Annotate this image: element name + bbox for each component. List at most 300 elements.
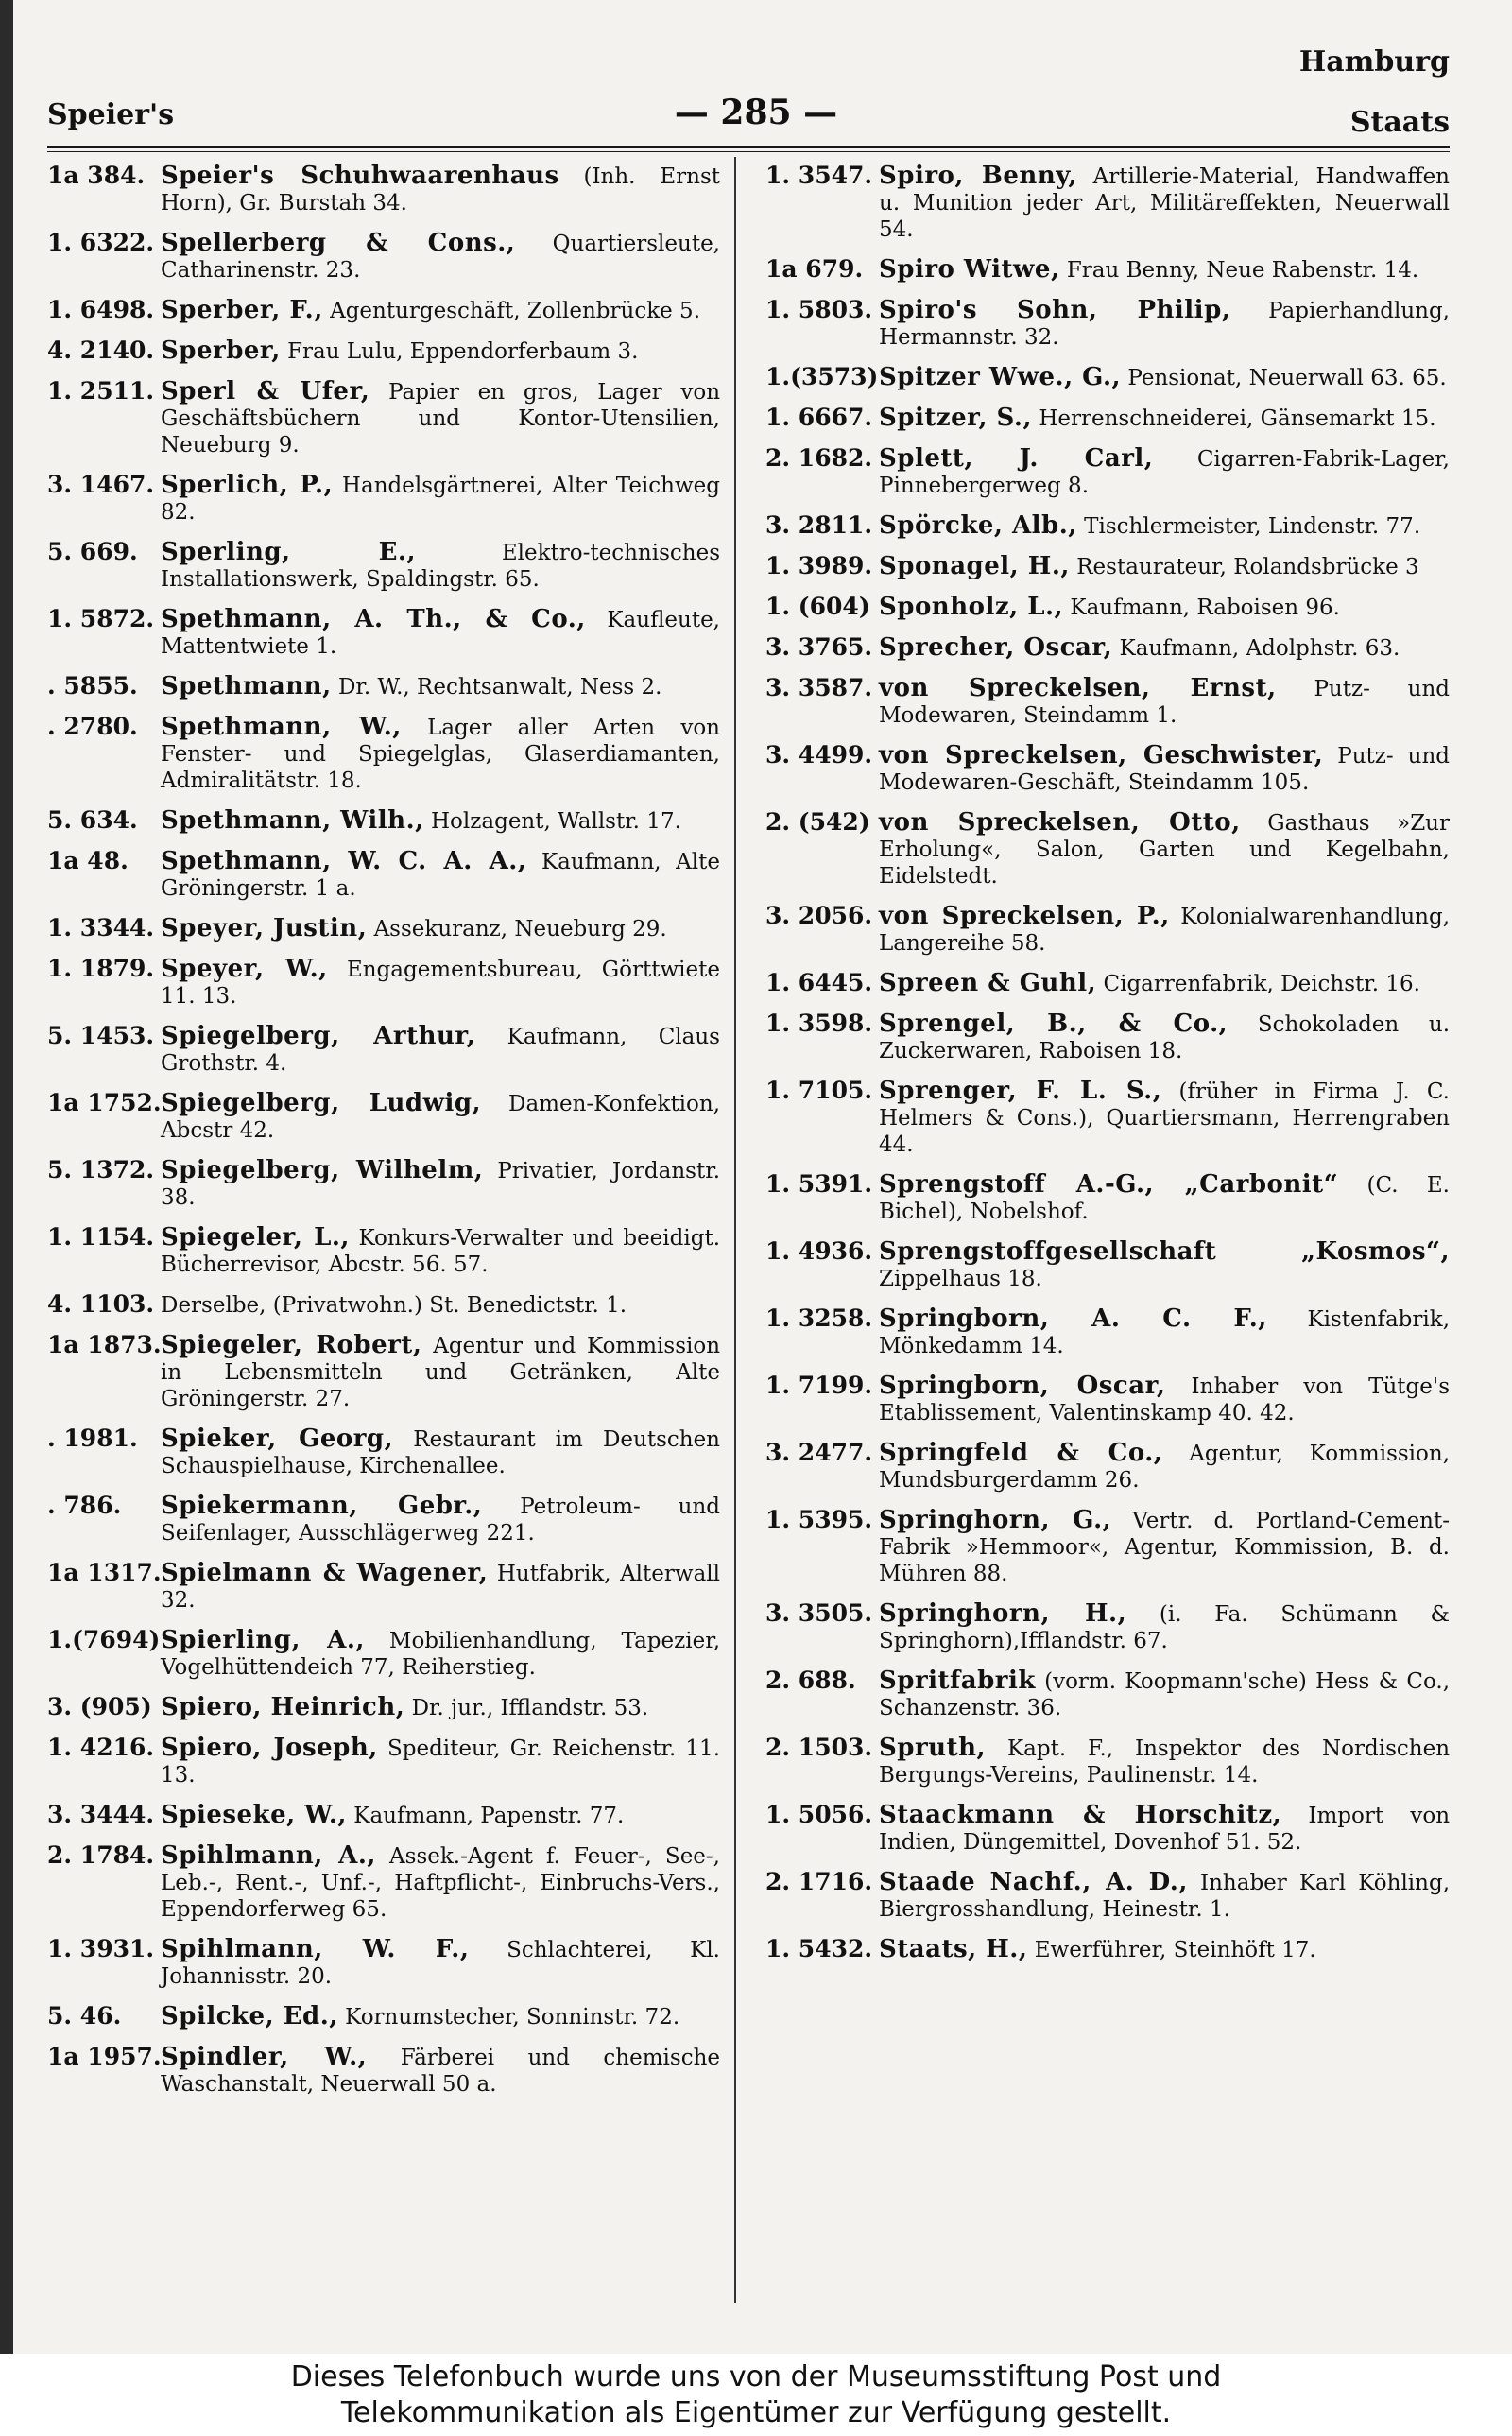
subscriber-details: Petroleum- und Seifenlager, Ausschlägerweg 221. (161, 1494, 720, 1546)
subscriber-name: Sponagel, H., (879, 552, 1070, 580)
entry-text (161, 956, 720, 1010)
directory-entry (765, 256, 1450, 284)
subscriber-details: Engagementsbureau, Görttwiete 11. 13. (161, 958, 720, 1009)
directory-entry (765, 512, 1450, 540)
phone-number: 3. 3765. (765, 633, 873, 661)
subscriber-details: Putz- und Modewaren, Steindamm 1. (879, 677, 1450, 728)
directory-entry (765, 1238, 1450, 1292)
directory-entry (765, 809, 1450, 890)
entry-text (161, 163, 720, 216)
subscriber-details: Kaufmann, Papenstr. 77. (353, 1804, 625, 1828)
phone-number: 1a 1957. (47, 2043, 162, 2070)
subscriber-name: Spitzer, S., (879, 404, 1033, 432)
subscriber-details: Privatier, Jordanstr. 38. (161, 1159, 720, 1210)
directory-entry (765, 1373, 1450, 1426)
left-column (47, 163, 720, 2111)
directory-entry (47, 297, 720, 324)
phone-number: 1.(3573) (765, 363, 879, 390)
phone-number: 1. 5391. (765, 1170, 873, 1198)
phone-number: 1. 5803. (765, 296, 873, 323)
subscriber-details: Konkurs-Verwalter und beeidigt. Bücherrevisor, Abcstr. 56. 57. (161, 1226, 721, 1277)
phone-number: 1. 1879. (47, 955, 155, 982)
phone-number: 1. 5872. (47, 605, 155, 632)
subscriber-name: von Spreckelsen, P., (879, 902, 1170, 930)
entry-text (161, 1023, 720, 1077)
subscriber-details: Handelsgärtnerei, Alter Teichweg 82. (161, 474, 721, 525)
directory-entry (47, 807, 720, 835)
directory-entry (47, 1627, 720, 1681)
phone-number: 3. 2811. (765, 511, 873, 539)
directory-entry (765, 1078, 1450, 1158)
subscriber-name: Spethmann, W., (161, 713, 402, 741)
directory-entry (47, 2003, 720, 2030)
subscriber-details: Import von Indien, Düngemittel, Dovenhof 51. 52. (879, 1804, 1451, 1855)
subscriber-details: Holzagent, Wallstr. 17. (431, 809, 681, 834)
entry-text (161, 1425, 720, 1479)
subscriber-name: Spilcke, Ed., (161, 2002, 338, 2030)
subscriber-details: Artillerie-Material, Handwaffen u. Munition jeder Art, Militäreffekten, Neuerwall 54. (879, 164, 1450, 242)
phone-number: 2. 1784. (47, 1841, 155, 1869)
left-running-head: Speier's (47, 98, 175, 131)
directory-entry (765, 1735, 1450, 1788)
subscriber-name: Spiro Witwe, (879, 255, 1060, 284)
entry-text (879, 970, 1450, 997)
subscriber-details: Frau Lulu, Eppendorferbaum 3. (287, 339, 639, 364)
phone-number: 2. 688. (765, 1667, 856, 1694)
entry-text (161, 539, 720, 593)
phone-number: 1a 1873. (47, 1331, 162, 1358)
entry-text (879, 163, 1450, 243)
phone-number: . 2780. (47, 713, 138, 740)
entry-text (161, 1627, 720, 1681)
subscriber-name: Spiegelberg, Arthur, (161, 1022, 476, 1050)
subscriber-details: Schokoladen u. Zuckerwaren, Raboisen 18. (879, 1012, 1451, 1063)
entry-text (879, 742, 1450, 796)
subscriber-name: Spiro, Benny, (879, 162, 1077, 190)
subscriber-name: Sprenger, F. L. S., (879, 1077, 1162, 1105)
directory-entry (765, 445, 1450, 499)
subscriber-name: Sperlich, P., (161, 471, 334, 499)
phone-number: 1. 6498. (47, 296, 155, 323)
directory-entry (765, 1011, 1450, 1064)
subscriber-name: Spihlmann, W. F., (161, 1935, 470, 1963)
subscriber-details: (Inh. Ernst Horn), Gr. Burstah 34. (161, 164, 720, 216)
subscriber-details: Vertr. d. Portland-Cement-Fabrik »Hemmoor«, Agentur, Kommission, B. d. Mühren 88. (879, 1509, 1451, 1586)
subscriber-details: Spediteur, Gr. Reichenstr. 11. 13. (161, 1736, 721, 1788)
subscriber-name: Sprengel, B., & Co., (879, 1010, 1228, 1038)
subscriber-details: Quartiersleute, Catharinenstr. 23. (161, 232, 720, 283)
directory-entry (765, 1440, 1450, 1494)
directory-entry (47, 163, 720, 216)
entry-text (161, 915, 720, 942)
entry-text (161, 1224, 720, 1278)
subscriber-name: Spielmann & Wagener, (161, 1559, 489, 1587)
directory-entry (47, 2044, 720, 2098)
entry-text (161, 1291, 720, 1319)
entry-text (161, 472, 720, 526)
directory-entry (47, 1157, 720, 1211)
subscriber-name: Sperling, E., (161, 538, 417, 566)
phone-number: 2. 1503. (765, 1734, 873, 1761)
subscriber-details: Tischlermeister, Lindenstr. 77. (1084, 514, 1421, 539)
entry-text (879, 256, 1450, 284)
subscriber-details: Agentur und Kommission in Lebensmitteln und Getränken, Alte Gröningerstr. 27. (161, 1334, 721, 1411)
entry-text (161, 2003, 720, 2030)
phone-number: 1. 5056. (765, 1801, 873, 1828)
phone-number: 1. 2511. (47, 377, 155, 405)
subscriber-name: Spiegelberg, Wilhelm, (161, 1156, 484, 1184)
subscriber-details: Kaufmann, Alte Gröningerstr. 1 a. (161, 850, 721, 901)
directory-entry (765, 553, 1450, 580)
entry-text (879, 297, 1450, 351)
header-rule (47, 146, 1450, 148)
subscriber-details: Kapt. F., Inspektor des Nordischen Bergungs-Vereins, Paulinenstr. 14. (879, 1736, 1451, 1788)
directory-entry (765, 1600, 1450, 1654)
directory-entry (47, 673, 720, 700)
subscriber-name: Springborn, A. C. F., (879, 1304, 1267, 1333)
subscriber-name: Spiro's Sohn, Philip, (879, 296, 1231, 324)
entry-text (879, 1735, 1450, 1788)
subscriber-name: Spethmann, Wilh., (161, 806, 424, 835)
entry-text (879, 512, 1450, 540)
directory-entry (47, 337, 720, 365)
entry-text (879, 1667, 1450, 1721)
subscriber-details: Assek.-Agent f. Feuer-, See-, Leb.-, Rent.-, Unf.-, Haftpflicht-, Einbruchs-Vers., Eppendorferweg 65. (161, 1844, 720, 1922)
phone-number: 3. 3587. (765, 674, 873, 701)
subscriber-name: Sperber, (161, 337, 281, 365)
directory-entry (47, 1735, 720, 1788)
directory-entry (765, 1802, 1450, 1856)
entry-text (161, 2044, 720, 2098)
subscriber-details: Kaufmann, Adolphstr. 63. (1119, 636, 1400, 661)
directory-entry (47, 1493, 720, 1546)
phone-number: 1. 7105. (765, 1077, 873, 1104)
subscriber-details: Färberei und chemische Waschanstalt, Neuerwall 50 a. (161, 2046, 721, 2097)
phone-number: 1a 1317. (47, 1559, 162, 1586)
entry-text (161, 1157, 720, 1211)
phone-number: 3. 2056. (765, 902, 873, 929)
entry-text (879, 675, 1450, 729)
phone-number: 3. (905) (47, 1693, 152, 1720)
subscriber-name: Springhorn, H., (879, 1599, 1127, 1628)
subscriber-details: Lager aller Arten von Fenster- und Spiegelglas, Glaserdiamanten, Admiralitätstr. 18. (161, 716, 720, 793)
subscriber-name: Spihlmann, A., (161, 1841, 376, 1870)
directory-entry (765, 903, 1450, 957)
entry-text (161, 1493, 720, 1546)
entry-text (879, 1802, 1450, 1856)
subscriber-details: Restaurateur, Rolandsbrücke 3 (1076, 555, 1419, 579)
phone-number: . 5855. (47, 672, 138, 700)
phone-number: 1. 5432. (765, 1935, 873, 1962)
directory-entry (765, 634, 1450, 662)
entry-text (161, 714, 720, 794)
phone-number: 2. 1716. (765, 1868, 873, 1895)
directory-entry (765, 1507, 1450, 1587)
entry-text (161, 337, 720, 365)
phone-number: 1. 3547. (765, 162, 873, 189)
phone-number: 2. (542) (765, 808, 870, 836)
subscriber-details: Kornumstecher, Sonninstr. 72. (345, 2005, 680, 2030)
phone-number: 1. 7199. (765, 1372, 873, 1399)
subscriber-details: Kaufleute, Mattentwiete 1. (161, 608, 720, 659)
subscriber-details: Papier en gros, Lager von Geschäftsbüchern und Kontor-Utensilien, Neueburg 9. (161, 380, 721, 458)
phone-number: 1. 3344. (47, 914, 155, 942)
entry-text (161, 673, 720, 700)
phone-number: 1a 384. (47, 162, 146, 189)
directory-entry (47, 1694, 720, 1721)
subscriber-details: (vorm. Koopmann'sche) Hess & Co., Schanzenstr. 36. (879, 1669, 1451, 1720)
phone-number: 1. 3258. (765, 1304, 873, 1332)
phone-number: . 786. (47, 1492, 122, 1519)
subscriber-name: Spellerberg & Cons., (161, 229, 516, 257)
entry-text (879, 1936, 1450, 1963)
directory-entry (47, 1936, 720, 1990)
subscriber-name: Spiero, Heinrich, (161, 1693, 405, 1721)
subscriber-name: Staats, H., (879, 1935, 1028, 1963)
entry-text (161, 230, 720, 284)
right-running-head: Staats (1349, 106, 1450, 139)
entry-text (879, 1171, 1450, 1225)
directory-entry (47, 378, 720, 458)
subscriber-name: Sprengstoff A.-G., „Carbonit“ (879, 1170, 1339, 1199)
subscriber-name: Spethmann, A. Th., & Co., (161, 605, 586, 633)
directory-entry (47, 1802, 720, 1829)
directory-entry (765, 1305, 1450, 1359)
entry-text (879, 1305, 1450, 1359)
phone-number: 3. 2477. (765, 1439, 873, 1466)
phone-number: 1. 4936. (765, 1237, 873, 1265)
phone-number: 1. 6667. (765, 404, 873, 431)
phone-number: 1. 4216. (47, 1734, 155, 1761)
subscriber-details: Hutfabrik, Alterwall 32. (161, 1562, 720, 1613)
directory-entry (765, 970, 1450, 997)
entry-text (161, 606, 720, 660)
subscriber-name: Spruth, (879, 1734, 987, 1762)
subscriber-details: Inhaber von Tütge's Etablissement, Valentinskamp 40. 42. (879, 1374, 1450, 1425)
entry-text (879, 1507, 1450, 1587)
entry-text (161, 1842, 720, 1923)
entry-text (161, 1735, 720, 1788)
directory-entry (47, 1332, 720, 1412)
subscriber-name: Staackmann & Horschitz, (879, 1801, 1282, 1829)
subscriber-name: Splett, J. Carl, (879, 444, 1154, 473)
subscriber-name: Spiegeler, L., (161, 1223, 350, 1252)
subscriber-name: Spiegelberg, Ludwig, (161, 1089, 482, 1117)
footer-line-2: Telekommunikation als Eigentümer zur Verfügung gestellt. (340, 2396, 1172, 2429)
header-rule-thin (47, 151, 1450, 152)
phone-number: 4. 1103. (47, 1290, 155, 1318)
subscriber-details: Inhaber Karl Köhling, Biergrosshandlung, Heinestr. 1. (879, 1871, 1451, 1922)
phone-number: 1. 3598. (765, 1010, 873, 1037)
subscriber-name: Spreen & Guhl, (879, 969, 1097, 997)
directory-entry (47, 230, 720, 284)
subscriber-name: Spethmann, (161, 672, 332, 700)
subscriber-details: Elektro-technisches Installationswerk, Spaldingstr. 65. (161, 541, 720, 592)
subscriber-name: Springhorn, G., (879, 1506, 1112, 1534)
subscriber-details: Herrenschneiderei, Gänsemarkt 15. (1039, 406, 1436, 431)
directory-entry (765, 594, 1450, 621)
column-divider (734, 157, 736, 2303)
subscriber-name: Speyer, Justin, (161, 914, 368, 942)
directory-entry (765, 1936, 1450, 1963)
subscriber-name: Staade Nachf., A. D., (879, 1868, 1188, 1896)
directory-entry (47, 606, 720, 660)
entry-text (879, 1440, 1450, 1494)
subscriber-name: Springfeld & Co., (879, 1439, 1163, 1467)
subscriber-name: Spieseke, W., (161, 1801, 347, 1829)
directory-entry (47, 1425, 720, 1479)
subscriber-name: Speier's Schuhwaarenhaus (161, 162, 559, 190)
subscriber-details: Schlachterei, Kl. Johannisstr. 20. (161, 1938, 720, 1989)
subscriber-details: Cigarrenfabrik, Deichstr. 16. (1103, 972, 1420, 996)
phone-number: 5. 669. (47, 538, 138, 565)
subscriber-details: Pensionat, Neuerwall 63. 65. (1127, 366, 1447, 390)
phone-number: 1a 1752. (47, 1089, 162, 1116)
directory-entry (765, 1869, 1450, 1923)
phone-number: 1. 6445. (765, 969, 873, 996)
directory-entry (47, 1224, 720, 1278)
phone-number: 1. 1154. (47, 1223, 155, 1251)
phone-number: 5. 634. (47, 806, 138, 834)
phone-number: 1. 3931. (47, 1935, 155, 1962)
directory-entry (47, 915, 720, 942)
directory-entry (47, 848, 720, 902)
directory-entry (47, 1090, 720, 1144)
city-heading: Hamburg (1298, 45, 1450, 78)
phone-number: 5. 46. (47, 2002, 122, 2030)
subscriber-name: Spethmann, W. C. A. A., (161, 847, 527, 875)
directory-entry (47, 472, 720, 526)
phone-number: 1.(7694) (47, 1626, 161, 1653)
entry-text (879, 1011, 1450, 1064)
entry-text (161, 807, 720, 835)
directory-entry (765, 742, 1450, 796)
entry-text (161, 1332, 720, 1412)
phone-number: 4. 2140. (47, 337, 155, 364)
subscriber-details: Papierhandlung, Hermannstr. 32. (879, 299, 1450, 350)
subscriber-details: (C. E. Bichel), Nobelshof. (879, 1173, 1450, 1224)
subscriber-details: Zippelhaus 18. (879, 1267, 1042, 1291)
subscriber-details: Frau Benny, Neue Rabenstr. 14. (1066, 258, 1419, 283)
directory-entry (47, 714, 720, 794)
directory-entry (765, 364, 1450, 391)
entry-text (161, 1936, 720, 1990)
subscriber-details: Kaufmann, Raboisen 96. (1070, 596, 1340, 620)
subscriber-details: Kistenfabrik, Mönkedamm 14. (879, 1307, 1451, 1358)
subscriber-name: Spindler, W., (161, 2043, 368, 2071)
entry-text (161, 1694, 720, 1721)
entry-text (879, 405, 1450, 432)
phone-number: 3. 3505. (765, 1599, 873, 1627)
subscriber-name: Sprecher, Oscar, (879, 633, 1113, 662)
subscriber-name: Spörcke, Alb., (879, 511, 1077, 540)
directory-entry (47, 539, 720, 593)
entry-text (879, 1238, 1450, 1292)
directory-entry (765, 1667, 1450, 1721)
subscriber-details: Dr. W., Rechtsanwalt, Ness 2. (337, 675, 662, 700)
directory-entry (765, 405, 1450, 432)
subscriber-details: Gasthaus »Zur Erholung«, Salon, Garten und Kegelbahn, Eidelstedt. (879, 811, 1450, 889)
right-column (765, 163, 1450, 1977)
subscriber-name: Spritfabrik (879, 1667, 1036, 1695)
entry-text (879, 1869, 1450, 1923)
subscriber-details: Derselbe, (Privatwohn.) St. Benedictstr. 1. (161, 1293, 627, 1318)
entry-text (879, 364, 1450, 391)
entry-text (879, 594, 1450, 621)
entry-text (161, 378, 720, 458)
entry-text (879, 1373, 1450, 1426)
entry-text (879, 903, 1450, 957)
directory-entry (765, 675, 1450, 729)
subscriber-details: Kaufmann, Claus Grothstr. 4. (161, 1025, 720, 1076)
directory-entry (47, 1023, 720, 1077)
page-number: — 285 — (674, 93, 838, 132)
directory-entry (47, 1291, 720, 1319)
subscriber-name: Spieker, Georg, (161, 1425, 394, 1453)
subscriber-details: Kolonialwarenhandlung, Langereihe 58. (879, 905, 1451, 956)
subscriber-name: von Spreckelsen, Ernst, (879, 674, 1277, 702)
directory-entry (47, 1560, 720, 1614)
phone-number: 1. (604) (765, 593, 870, 620)
subscriber-name: von Spreckelsen, Geschwister, (879, 741, 1324, 769)
subscriber-details: (früher in Firma J. C. Helmers & Cons.), Quartiersmann, Herrengraben 44. (879, 1080, 1450, 1157)
subscriber-details: Restaurant im Deutschen Schauspielhause, Kirchenallee. (161, 1427, 720, 1478)
phone-number: 1. 5395. (765, 1506, 873, 1533)
entry-text (161, 1090, 720, 1144)
directory-entry (47, 1842, 720, 1923)
subscriber-details: Agentur, Kommission, Mundsburgerdamm 26. (879, 1442, 1451, 1493)
phone-number: 1a 48. (47, 847, 129, 874)
phone-number: 3. 4499. (765, 741, 873, 769)
subscriber-details: Assekuranz, Neueburg 29. (373, 917, 667, 942)
phone-number: 2. 1682. (765, 444, 873, 472)
phone-number: 1a 679. (765, 255, 864, 283)
entry-text (879, 1078, 1450, 1158)
phone-number: . 1981. (47, 1425, 138, 1452)
subscriber-name: Sprengstoffgesellschaft „Kosmos“, (879, 1237, 1450, 1266)
subscriber-details: Ewerführer, Steinhöft 17. (1034, 1938, 1316, 1962)
entry-text (161, 1560, 720, 1614)
phone-number: 3. 1467. (47, 471, 155, 498)
subscriber-name: Sperber, F., (161, 296, 323, 324)
entry-text (161, 297, 720, 324)
phone-number: 5. 1453. (47, 1022, 155, 1049)
entry-text (879, 1600, 1450, 1654)
directory-entry (765, 1171, 1450, 1225)
subscriber-name: Speyer, W., (161, 955, 328, 983)
book-spine (0, 0, 13, 2354)
entry-text (879, 634, 1450, 662)
phone-number: 1. 6322. (47, 229, 155, 256)
subscriber-details: (i. Fa. Schümann & Springhorn),Ifflandstr. 67. (879, 1602, 1451, 1653)
subscriber-name: Spiekermann, Gebr., (161, 1492, 483, 1520)
phone-number: 1. 3989. (765, 552, 873, 579)
directory-entry (765, 297, 1450, 351)
entry-text (879, 445, 1450, 499)
phone-number: 5. 1372. (47, 1156, 155, 1183)
subscriber-details: Agenturgeschäft, Zollenbrücke 5. (330, 299, 701, 323)
subscriber-details: Putz- und Modewaren-Geschäft, Steindamm 105. (879, 744, 1450, 795)
subscriber-details: Dr. jur., Ifflandstr. 53. (411, 1696, 649, 1720)
directory-entry (47, 956, 720, 1010)
entry-text (161, 1802, 720, 1829)
entry-text (161, 848, 720, 902)
subscriber-name: Springborn, Oscar, (879, 1372, 1166, 1400)
subscriber-name: Spiegeler, Robert, (161, 1331, 422, 1359)
phone-number: 3. 3444. (47, 1801, 155, 1828)
subscriber-name: von Spreckelsen, Otto, (879, 808, 1241, 837)
footer-notice (0, 2354, 1512, 2436)
